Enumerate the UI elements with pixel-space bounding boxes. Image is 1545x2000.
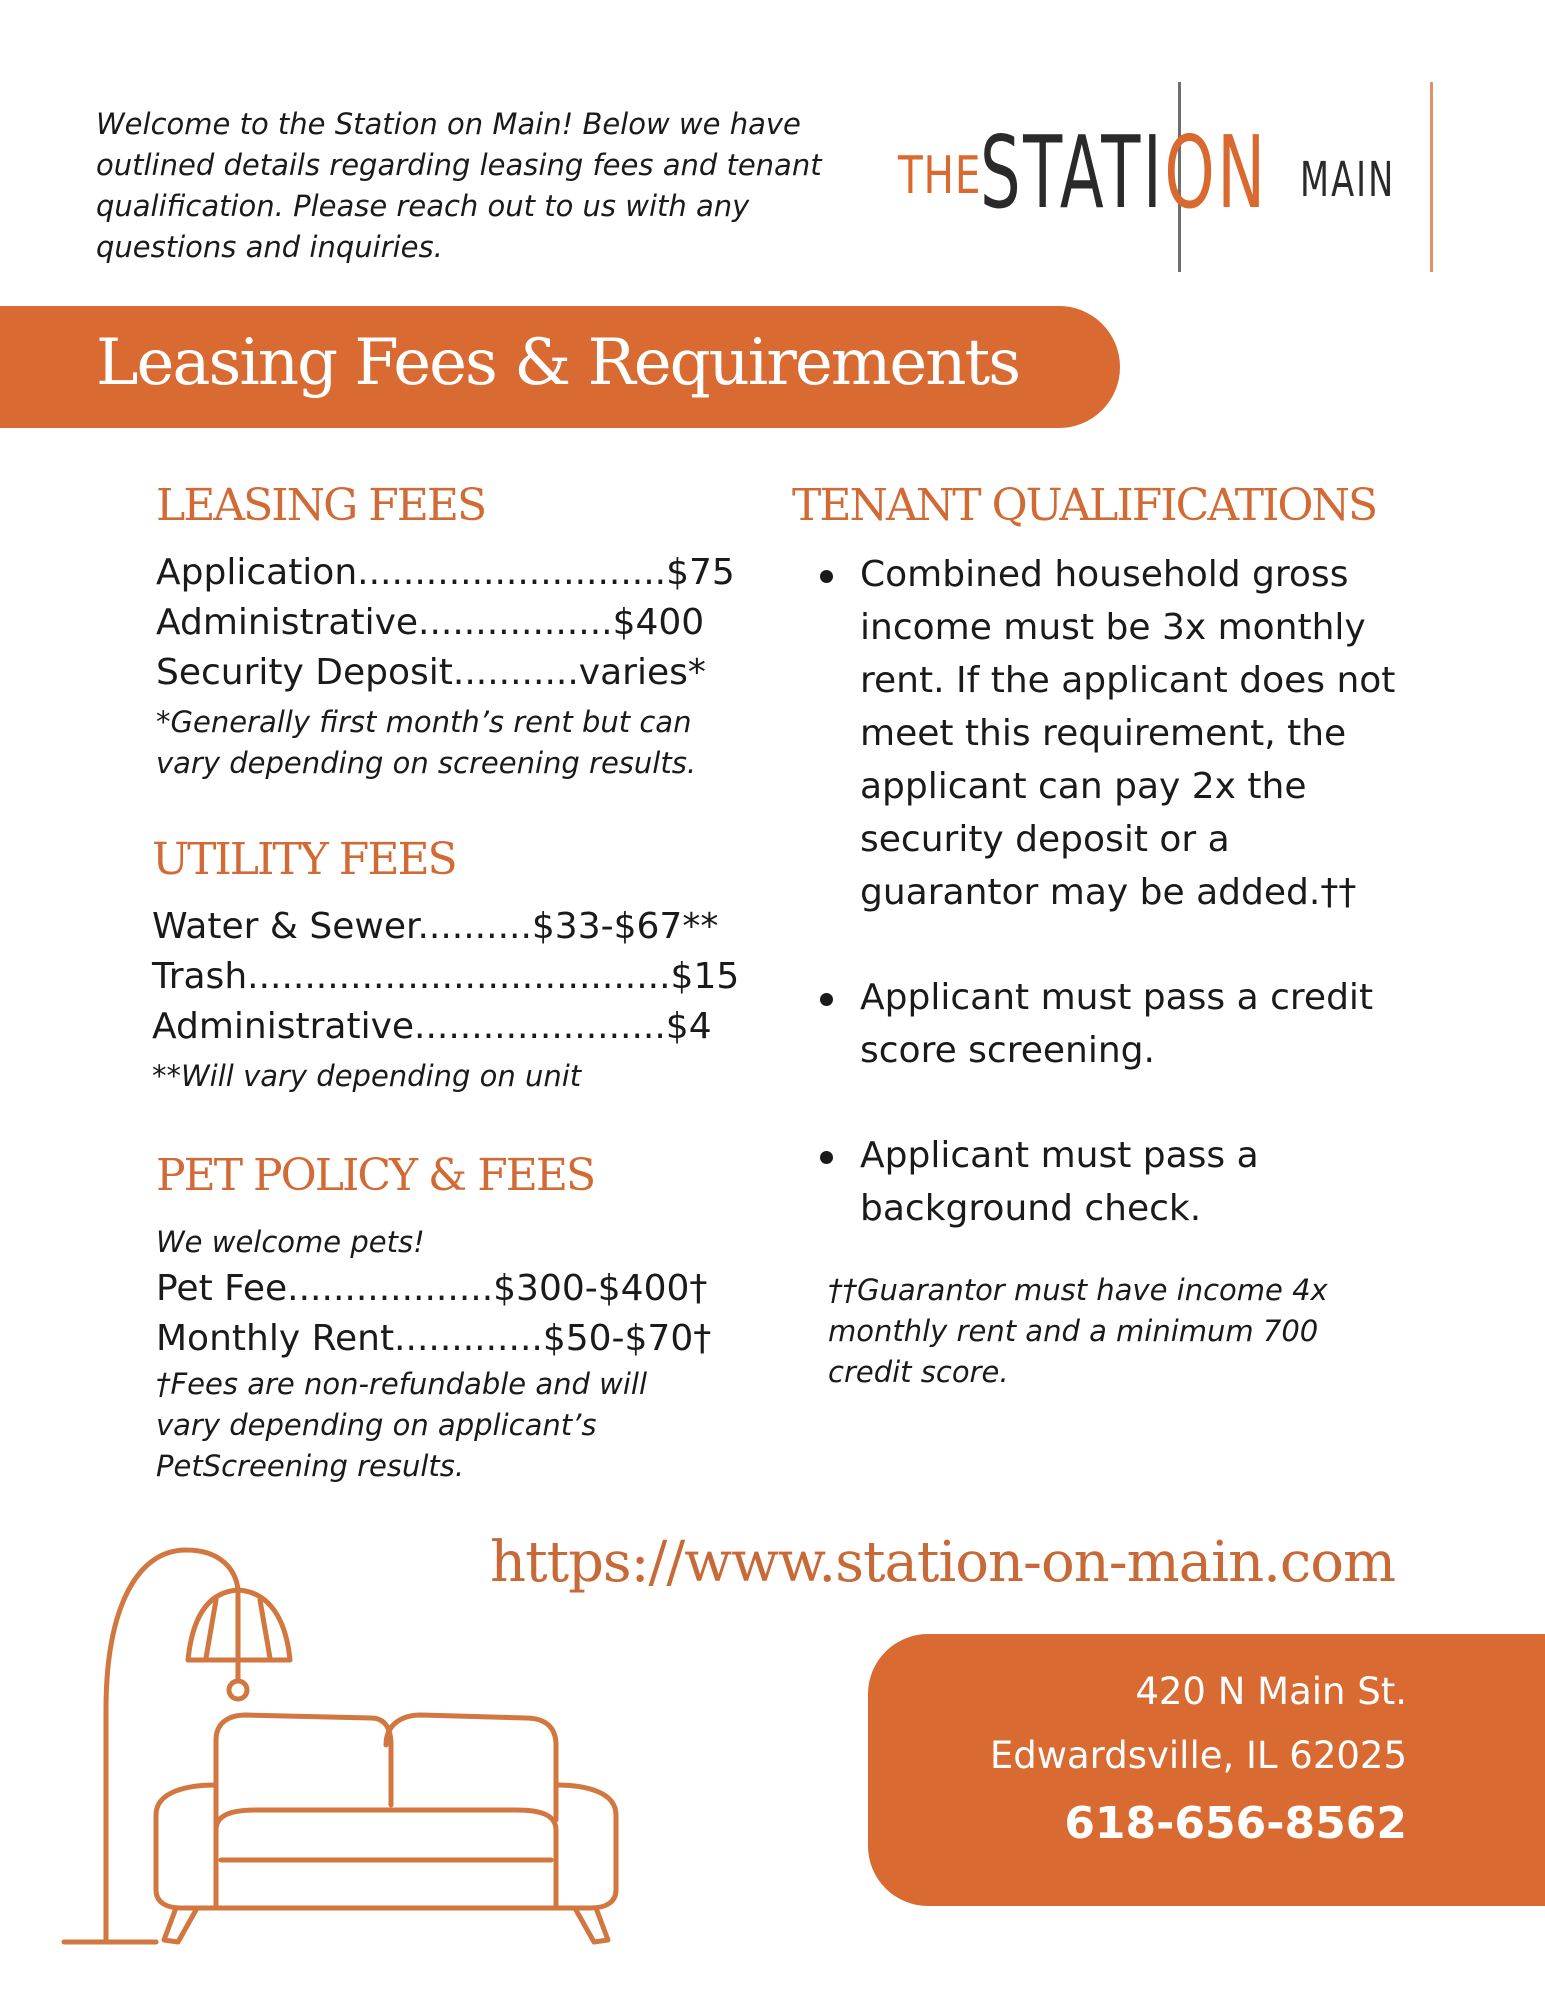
note-line: †Fees are non-refundable and will	[156, 1367, 648, 1401]
note-line: **Will vary depending on unit	[152, 1059, 582, 1093]
pet-welcome-text: We welcome pets!	[156, 1225, 425, 1259]
pet-fees-list	[156, 1264, 711, 1364]
item-line: Applicant must pass a credit	[860, 977, 1374, 1018]
note-line: *Generally first month’s rent but can	[156, 705, 692, 739]
fee-row-administrative: Administrative.................$400	[156, 602, 705, 643]
leasing-fees-list	[156, 548, 735, 698]
pet-policy-heading: PET POLICY & FEES	[156, 1150, 595, 1201]
page-title: Leasing Fees & Requirements	[96, 326, 1020, 400]
station-logo	[880, 82, 1440, 282]
note-line: PetScreening results.	[156, 1449, 465, 1483]
logo-on: ON	[1164, 114, 1268, 231]
sofa-leg-left	[164, 1908, 196, 1942]
address-city: Edwardsville, IL 62025	[989, 1734, 1407, 1777]
intro-line: Welcome to the Station on Main! Below we have	[96, 107, 801, 141]
note-line: vary depending on applicant’s	[156, 1408, 597, 1442]
fee-row-trash: Trash.....................................$15	[152, 956, 740, 997]
item-line: guarantor may be added.††	[860, 872, 1357, 913]
guarantor-note	[828, 1270, 1328, 1393]
item-line: score screening.	[860, 1030, 1155, 1071]
sofa-back-right	[386, 1715, 556, 1820]
note-line: vary depending on screening results.	[156, 746, 697, 780]
leasing-fees-heading: LEASING FEES	[156, 480, 486, 531]
item-line: security deposit or a	[860, 819, 1230, 860]
phone-number[interactable]: 618-656-8562	[1064, 1798, 1407, 1849]
utility-fees-note	[152, 1056, 581, 1097]
logo-divider-orange	[1430, 82, 1433, 272]
item-line: Applicant must pass a	[860, 1135, 1259, 1176]
logo-station	[980, 114, 1268, 231]
qualification-background	[808, 1129, 1448, 1235]
intro-line: outlined details regarding leasing fees and tenant	[96, 148, 822, 182]
sofa-arm-left	[156, 1785, 241, 1908]
intro-line: qualification. Please reach out to us with any	[96, 189, 750, 223]
pet-fees-note	[156, 1364, 647, 1487]
website-link[interactable]: https://www.station-on-main.com	[490, 1530, 1396, 1595]
sofa-arm-right	[531, 1785, 616, 1908]
leasing-fees-note	[156, 702, 696, 784]
fee-row-pet-monthly-rent: Monthly Rent.............$50-$70†	[156, 1318, 712, 1359]
fee-row-pet-fee: Pet Fee..................$300-$400†	[156, 1268, 708, 1309]
qualification-credit	[808, 971, 1448, 1077]
item-line: applicant can pay 2x the	[860, 766, 1307, 807]
logo-main: MAIN	[1300, 152, 1396, 208]
sofa-leg-right	[576, 1908, 608, 1942]
item-line: Combined household gross	[860, 554, 1349, 595]
item-line: income must be 3x monthly	[860, 607, 1366, 648]
qualification-income	[808, 548, 1448, 919]
sofa-lamp-illustration	[56, 1530, 656, 1960]
fee-row-security-deposit: Security Deposit...........varies*	[156, 652, 706, 693]
utility-fees-list	[152, 902, 739, 1052]
note-line: monthly rent and a minimum 700	[828, 1314, 1319, 1348]
tenant-qualifications-list	[808, 548, 1448, 1235]
logo-the: THE	[898, 146, 982, 206]
fee-row-utility-administrative: Administrative......................$4	[152, 1006, 712, 1047]
item-line: meet this requirement, the	[860, 713, 1347, 754]
fee-row-water-sewer: Water & Sewer..........$33-$67**	[152, 906, 719, 947]
logo-stati: STATI	[980, 114, 1165, 231]
intro-line: questions and inquiries.	[96, 230, 443, 264]
item-line: background check.	[860, 1188, 1202, 1229]
intro-text	[96, 104, 856, 268]
item-line: rent. If the applicant does not	[860, 660, 1396, 701]
address-street: 420 N Main St.	[1135, 1670, 1407, 1713]
note-line: ††Guarantor must have income 4x	[828, 1273, 1328, 1307]
note-line: credit score.	[828, 1355, 1009, 1389]
utility-fees-heading: UTILITY FEES	[152, 834, 456, 885]
fee-row-application: Application...........................$75	[156, 552, 735, 593]
tenant-qualifications-heading: TENANT QUALIFICATIONS	[792, 480, 1377, 531]
